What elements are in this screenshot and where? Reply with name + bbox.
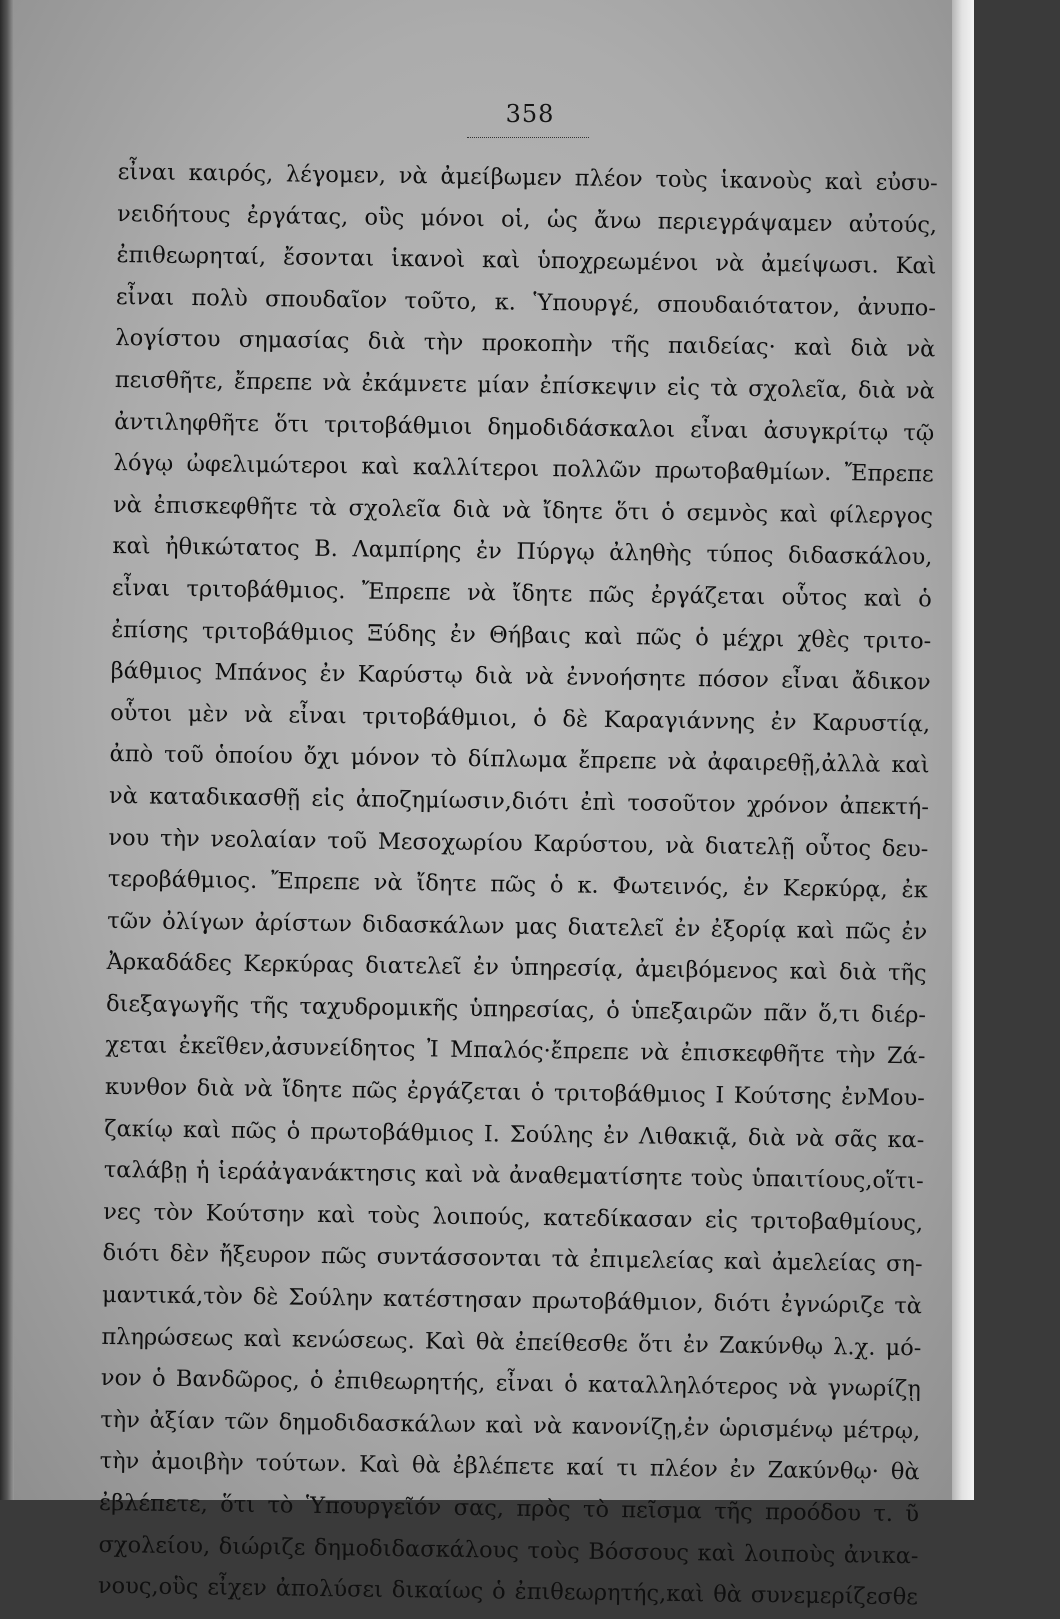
binding-shadow — [0, 0, 14, 1500]
text-line: νου τὴν νεολαίαν τοῦ Μεσοχωρίου Καρύστου, νὰ διατελῇ οὗτος δευ- — [108, 824, 929, 862]
text-line: νειδήτους ἐργάτας, οὓς μόνοι οἱ, ὡς ἄνω περιεγράψαμεν αὐτούς, — [116, 200, 938, 239]
text-line: εἶναι πολὺ σπουδαῖον τοῦτο, κ. Ὑπουργέ, σπουδαιότατον, ἀνυπο- — [115, 283, 937, 322]
text-line: τὴν ἀμοιβὴν τούτων. Καὶ θὰ ἐβλέπετε καί τι πλέον ἐν Ζακύνθῳ· θὰ — [99, 1448, 920, 1486]
text-line: κυνθον διὰ νὰ ἴδητε πῶς ἐργάζεται ὁ τριτοβάθμιος Ι Κούτσης ἐνΜου- — [104, 1073, 926, 1112]
text-line: νὰ ἐπισκεφθῆτε τὰ σχολεῖα διὰ νὰ ἴδητε ὅτι ὁ σεμνὸς καὶ φίλεργος — [112, 491, 934, 530]
text-line: τὴν ἀξίαν τῶν δημοδιδασκάλων καὶ νὰ κανονίζῃ,ἐν ὡρισμένῳ μέτρῳ, — [100, 1406, 921, 1445]
text-line: ἐβλέπετε, ὅτι τὸ Ὑπουργεῖόν σας, πρὸς τὸ πεῖσμα τῆς προόδου τ. ῦ — [98, 1489, 920, 1528]
text-line: πληρώσεως καὶ κενώσεως. Καὶ θὰ ἐπείθεσθε ὅτι ἐν Ζακύνθῳ λ.χ. μό- — [101, 1323, 922, 1361]
text-line: ἐπίσης τριτοβάθμιος Ξύδης ἐν Θήβαις καὶ πῶς ὁ μέχρι χθὲς τριτο- — [111, 616, 932, 654]
text-line: νον ὁ Βανδῶρος, ὁ ἐπιθεωρητής, εἶναι ὁ καταλληλότερος νὰ γνωρίζῃ — [100, 1365, 921, 1403]
header-rule — [467, 137, 589, 138]
text-line: ἀντιληφθῆτε ὅτι τριτοβάθμιοι δημοδιδάσκαλοι εἶναι ἀσυγκρίτῳ τῷ — [114, 408, 935, 446]
text-line: ἀπὸ τοῦ ὁποίου ὄχι μόνον τὸ δίπλωμα ἔπρεπε νὰ ἀφαιρεθῇ,ἀλλὰ καὶ — [109, 741, 930, 779]
text-line: νες τὸν Κούτσην καὶ τοὺς λοιπούς, κατεδίκασαν εἰς τριτοβαθμίους, — [103, 1198, 924, 1237]
page-number: 358 — [505, 100, 555, 128]
body-text — [98, 152, 938, 1619]
text-line: εἶναι τριτοβάθμιος. Ἔπρεπε νὰ ἴδητε πῶς ἐργάζεται οὗτος καὶ ὁ — [111, 574, 933, 613]
page-edge — [952, 0, 974, 1500]
text-line: διότι δὲν ἤξευρον πῶς συντάσσονται τὰ ἐπιμελείας καὶ ἀμελείας ση- — [102, 1240, 923, 1278]
text-line: καὶ ἠθικώτατος Β. Λαμπίρης ἐν Πύργῳ ἀληθὴς τύπος διδασκάλου, — [112, 533, 933, 571]
text-line: πεισθῆτε, ἔπρεπε νὰ ἐκάμνετε μίαν ἐπίσκεψιν εἰς τὰ σχολεῖα, διὰ νὰ — [114, 366, 935, 405]
text-line: εἶναι καιρός, λέγομεν, νὰ ἀμείβωμεν πλέον τοὺς ἱκανοὺς καὶ εὐσυ- — [117, 158, 938, 197]
text-line: τεροβάθμιος. Ἔπρεπε νὰ ἴδητε πῶς ὁ κ. Φωτεινός, ἐν Κερκύρᾳ, ἐκ — [107, 866, 928, 904]
text-line: Ἀρκαδάδες Κερκύρας διατελεῖ ἐν ὑπηρεσίᾳ, ἀμειβόμενος καὶ διὰ τῆς — [106, 949, 927, 987]
text-line: διεξαγωγῆς τῆς ταχυδρομικῆς ὑπηρεσίας, ὁ ὑπεξαιρῶν πᾶν ὅ,τι διέρ- — [105, 990, 927, 1029]
text-line: χεται ἐκεῖθεν,ἀσυνείδητος Ἰ Μπαλός·ἔπρεπε νὰ ἐπισκεφθῆτε τὴν Ζά- — [105, 1032, 926, 1070]
text-line: μαντικά,τὸν δὲ Σούλην κατέστησαν πρωτοβάθμιον, διότι ἐγνώριζε τὰ — [101, 1281, 923, 1320]
text-line: λόγῳ ὠφελιμώτεροι καὶ καλλίτεροι πολλῶν πρωτοβαθμίων. Ἔπρεπε — [113, 450, 934, 488]
text-line: τῶν ὀλίγων ἀρίστων διδασκάλων μας διατελεῖ ἐν ἐξορίᾳ καὶ πῶς ἐν — [107, 907, 928, 946]
text-line: οὗτοι μὲν νὰ εἶναι τριτοβάθμιοι, ὁ δὲ Καραγιάννης ἐν Καρυστίᾳ, — [109, 699, 931, 738]
text-line: ἐπιθεωρηταί, ἔσονται ἱκανοὶ καὶ ὑποχρεωμένοι νὰ ἀμείψωσι. Καὶ — [116, 242, 937, 280]
text-line: λογίστου σημασίας διὰ τὴν προκοπὴν τῆς παιδείας· καὶ διὰ νὰ — [115, 325, 936, 363]
text-line: νους,οὓς εἶχεν ἀπολύσει δικαίως ὁ ἐπιθεωρητής,καὶ θὰ συνεμερίζεσθε — [97, 1573, 919, 1611]
text-line: βάθμιος Μπάνος ἐν Καρύστῳ διὰ νὰ ἐννοήσητε πόσον εἶναι ἄδικον — [110, 658, 931, 696]
text-line: ταλάβῃ ἡ ἱεράἀγανάκτησις καὶ νὰ ἀναθεματίσητε τοὺς ὑπαιτίους,οἵτι- — [103, 1157, 924, 1195]
text-line: νὰ καταδικασθῇ εἰς ἀποζημίωσιν,διότι ἐπὶ τοσοῦτον χρόνον ἀπεκτή- — [108, 782, 930, 821]
text-line: ζακίῳ καὶ πῶς ὁ πρωτοβάθμιος Ι. Σούλης ἐν Λιθακιᾷ, διὰ νὰ σᾶς κα- — [104, 1115, 925, 1154]
text-line: σχολείου, διώριζε δημοδιδασκάλους τοὺς Βόσσους καὶ λοιποὺς ἀνικα- — [98, 1531, 919, 1569]
